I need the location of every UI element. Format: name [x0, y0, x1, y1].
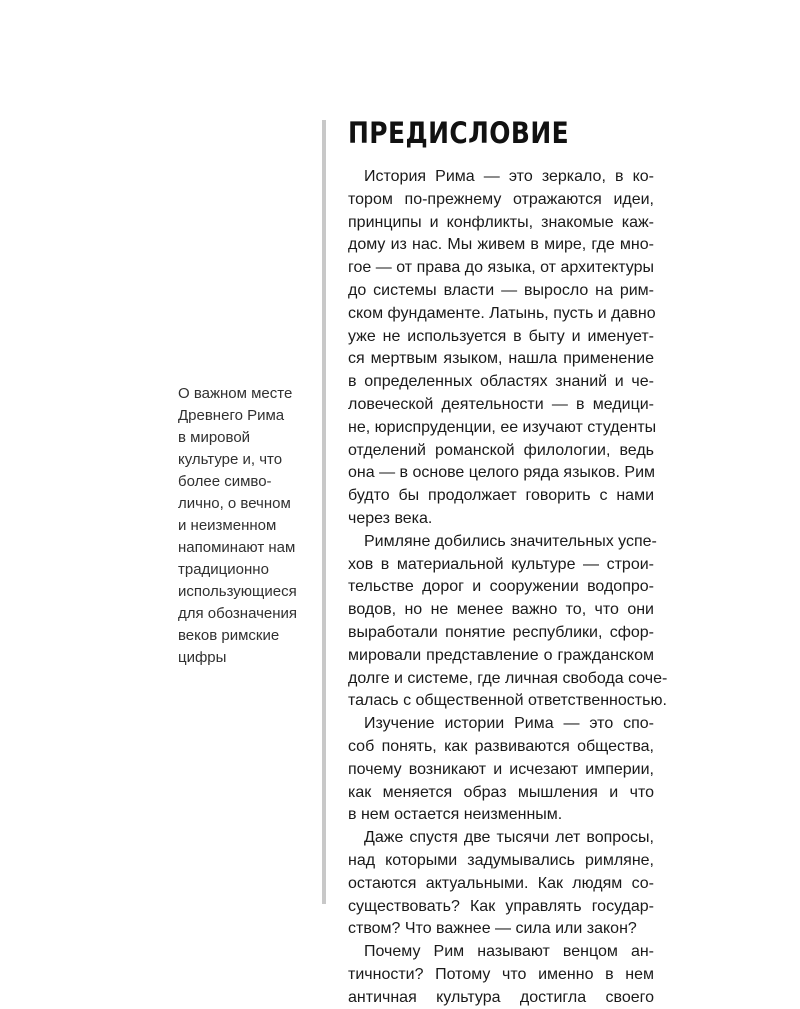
article-body	[348, 166, 668, 1009]
vertical-divider	[322, 120, 326, 904]
paragraph	[348, 713, 654, 827]
text-line: отделений романской филологии, ведь	[348, 441, 654, 459]
chapter-title: ПРЕДИСЛОВИЕ	[348, 116, 570, 150]
paragraph	[348, 531, 668, 713]
text-line: тором по-прежнему отражаются идеи,	[348, 190, 654, 208]
text-line: уже не используется в быту и именует-	[348, 327, 654, 345]
text-line: хов в материальной культуре — строи-	[348, 555, 654, 573]
paragraph	[348, 166, 657, 531]
margin-note-line: веков римские	[178, 627, 280, 644]
text-line: через века.	[348, 509, 433, 527]
text-line: ством? Что важнее — сила или закон?	[348, 920, 637, 938]
text-line: гое — от права до языка, от архитектуры	[348, 259, 654, 277]
text-line: водов, но не менее важно то, что они	[348, 601, 654, 619]
text-line: почему возникают и исчезают империи,	[348, 760, 654, 778]
margin-note-line: цифры	[178, 649, 227, 666]
text-line: ском фундаменте. Латынь, пусть и давно	[348, 304, 656, 322]
text-line: будто бы продолжает говорить с нами	[348, 487, 654, 505]
text-line: остаются актуальными. Как людям со-	[348, 874, 654, 892]
text-line: тельстве дорог и сооружении водопро-	[348, 578, 654, 596]
text-line: в нем остается неизменным.	[348, 806, 563, 824]
margin-note-line: Древнего Рима	[178, 407, 285, 424]
margin-note-line: использующиеся	[178, 583, 297, 600]
text-line: до системы власти — выросло на рим-	[348, 281, 654, 299]
paragraph	[348, 941, 654, 1009]
margin-note-line: лично, о вечном	[178, 495, 291, 512]
text-line: ся мертвым языком, нашла применение	[348, 350, 654, 368]
paragraph	[348, 827, 654, 941]
text-line: соб понять, как развиваются общества,	[348, 737, 654, 755]
text-line: не, юриспруденции, ее изучают студенты	[348, 418, 657, 436]
margin-note-line: в мировой	[178, 429, 251, 446]
text-line: Почему Рим называют венцом ан-	[364, 943, 654, 961]
margin-note-line: О важном месте	[178, 385, 293, 402]
text-line: талась с общественной ответственностью.	[348, 692, 667, 710]
text-line: принципы и конфликты, знакомые каж-	[348, 213, 654, 231]
text-line: существовать? Как управлять государ-	[348, 897, 654, 915]
margin-note-line: более симво-	[178, 473, 272, 490]
margin-note-line: и неизменном	[178, 517, 277, 534]
text-line: тичности? Потому что именно в нем	[348, 965, 654, 983]
text-line: дому из нас. Мы живем в мире, где мно-	[348, 236, 654, 254]
margin-note-line: традиционно	[178, 561, 269, 578]
text-line: античная культура достигла своего	[348, 988, 654, 1006]
text-line: мировали представление о гражданском	[348, 646, 654, 664]
text-line: долге и системе, где личная свобода сочe-	[348, 669, 668, 687]
text-line: История Рима — это зеркало, в ко-	[364, 168, 654, 185]
text-line: выработали понятие республики, сфор-	[348, 623, 654, 641]
text-line: Даже спустя две тысячи лет вопросы,	[364, 829, 654, 847]
margin-note-line: для обозначения	[178, 605, 298, 622]
margin-note-line: напоминают нам	[178, 539, 296, 556]
margin-note-line: культуре и, что	[178, 451, 283, 468]
text-line: над которыми задумывались римляне,	[348, 851, 654, 869]
text-line: в определенных областях знаний и че-	[348, 373, 654, 391]
text-line: Римляне добились значительных успе-	[364, 532, 657, 550]
text-line: ловеческой деятельности — в медици-	[348, 395, 654, 413]
text-line: Изучение истории Рима — это спо-	[364, 715, 654, 733]
margin-note	[178, 383, 308, 669]
text-line: как меняется образ мышления и что	[348, 783, 654, 801]
text-line: она — в основе целого ряда языков. Рим	[348, 464, 655, 482]
